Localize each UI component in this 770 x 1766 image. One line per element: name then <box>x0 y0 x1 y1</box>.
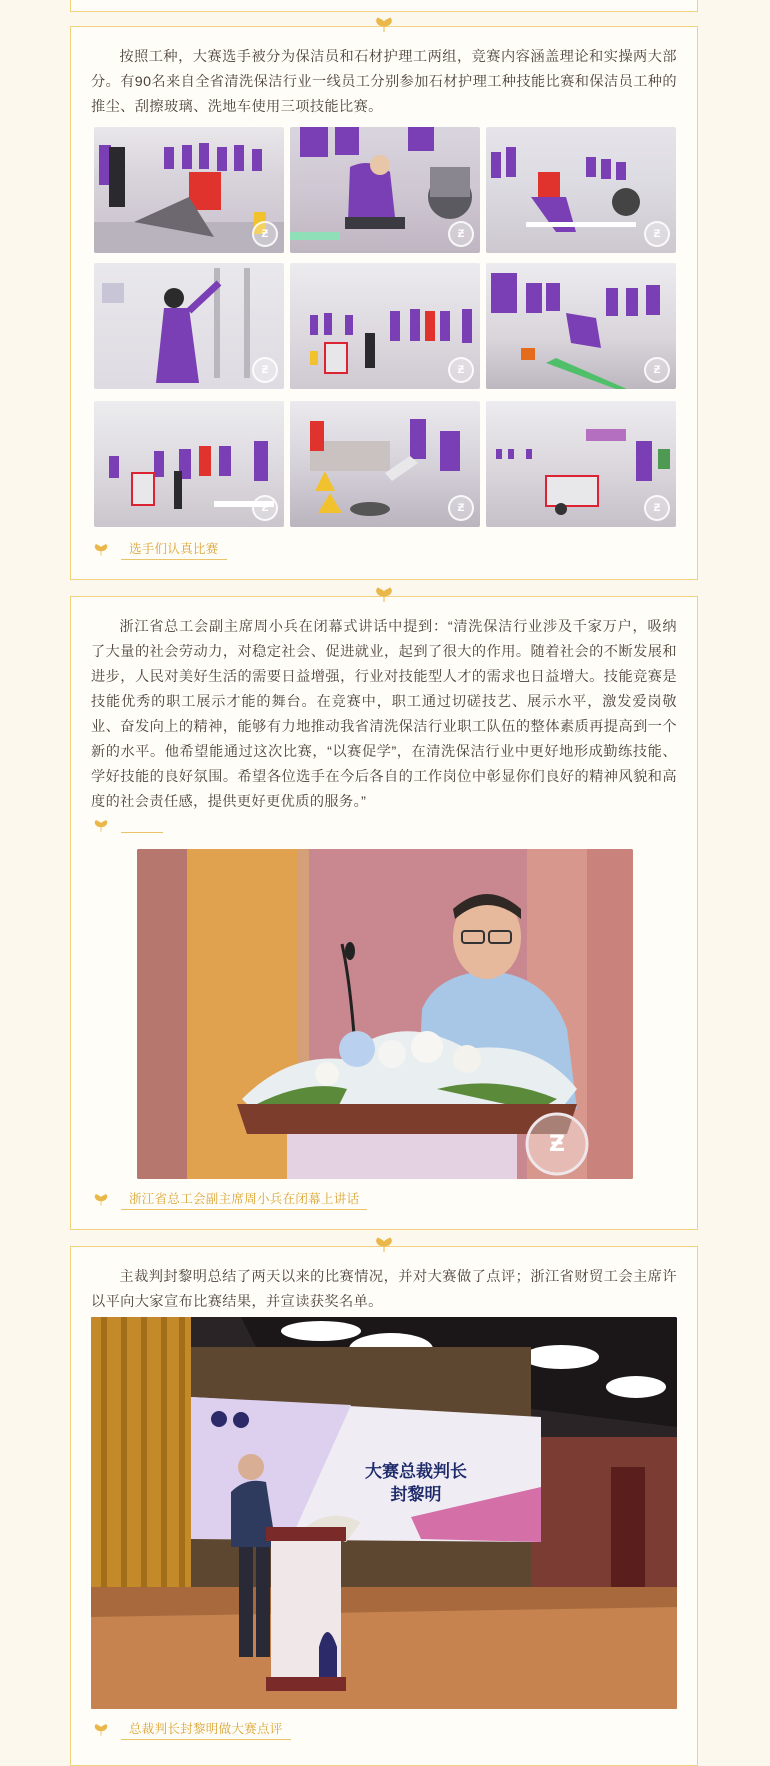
photo-competitors-1 <box>94 127 284 253</box>
caption-text: 总裁判长封黎明做大赛点评 <box>121 1719 291 1740</box>
watermark-logo-icon: Ƶ <box>448 357 474 383</box>
photo-scrubber-1 <box>94 401 284 527</box>
caption-review <box>93 1719 291 1740</box>
section-card-competition <box>70 26 698 580</box>
photo-competitors-3 <box>486 127 676 253</box>
ginkgo-leaf-icon <box>374 17 394 33</box>
watermark-logo-icon: Ƶ <box>448 221 474 247</box>
previous-card-bottom <box>70 0 698 12</box>
screen-name: 封黎明 <box>390 1485 442 1505</box>
caption-competitors <box>93 539 227 560</box>
photo-speaker-zhou <box>137 849 633 1179</box>
caption-text: 浙江省总工会副主席周小兵在闭幕上讲话 <box>121 1189 367 1210</box>
photo-floor-machine <box>290 263 480 389</box>
section-card-review <box>70 1246 698 1766</box>
ginkgo-leaf-icon <box>93 1193 109 1207</box>
watermark-logo-icon: Ƶ <box>644 495 670 521</box>
watermark-logo-icon: Ƶ <box>252 357 278 383</box>
watermark-logo-icon: Ƶ <box>252 221 278 247</box>
photo-glass-cleaning <box>94 263 284 389</box>
svg-text:Ƶ: Ƶ <box>549 1132 565 1157</box>
review-paragraph: 主裁判封黎明总结了两天以来的比赛情况，并对大赛做了点评；浙江省财贸工会主席许以平向大家宣布比赛结果，并宣读获奖名单。 <box>91 1269 677 1310</box>
speech-paragraph: 浙江省总工会副主席周小兵在闭幕式讲话中提到：“清洗保洁行业涉及千家万户，吸纳了大量的社会劳动力，对稳定社会、促进就业，起到了很大的作用。随着社会的不断发展和进步，人民对美好生活的需要日益增强，行业对技能型人才的需求也日益增大。技能竞赛是技能优秀的职工展示才能的舞台。在竞赛中，职工通过切磋技艺、展示水平，激发爱岗敬业、奋发向上的精神，能够有力地推动我省清洗保洁行业职工队伍的整体素质再提高到一个新的水平。他希望能通过这次比赛，“以赛促学”，在清洗保洁行业中更好地形成勤练技能、学好技能的良好氛围。希望各位选手在今后各自的工作岗位中彰显你们良好的精神风貌和高度的社会责任感，提供更好更优质的服务。” <box>91 619 677 810</box>
screen-title: 大赛总裁判长 <box>365 1462 467 1482</box>
photo-competitors-2 <box>290 127 480 253</box>
caption-underline <box>121 832 163 833</box>
caption-text: 选手们认真比赛 <box>121 539 227 560</box>
photo-grid <box>94 127 676 529</box>
watermark-logo-icon: Ƶ <box>252 495 278 521</box>
competition-paragraph: 按照工种，大赛选手被分为保洁员和石材护理工两组，竞赛内容涵盖理论和实操两大部分。有90名来自全省清洗保洁行业一线员工分别参加石材护理工种技能比赛和保洁员工种的推尘、刮擦玻璃、洗地车使用三项技能比赛。 <box>91 49 677 115</box>
photo-scrubber-2 <box>290 401 480 527</box>
ginkgo-leaf-icon <box>374 587 394 603</box>
photo-stone-care <box>486 263 676 389</box>
section-card-speech <box>70 596 698 1230</box>
watermark-logo-icon: Ƶ <box>644 221 670 247</box>
caption-speech <box>93 1189 367 1210</box>
ginkgo-leaf-icon <box>93 1723 109 1737</box>
watermark-logo-icon: Ƶ <box>448 495 474 521</box>
photo-chief-judge <box>91 1317 677 1709</box>
photo-scrubber-3 <box>486 401 676 527</box>
ginkgo-leaf-icon <box>93 819 109 833</box>
ginkgo-leaf-icon <box>374 1237 394 1253</box>
ginkgo-leaf-icon <box>93 543 109 557</box>
caption-divider <box>93 819 163 833</box>
watermark-logo-icon: Ƶ <box>644 357 670 383</box>
